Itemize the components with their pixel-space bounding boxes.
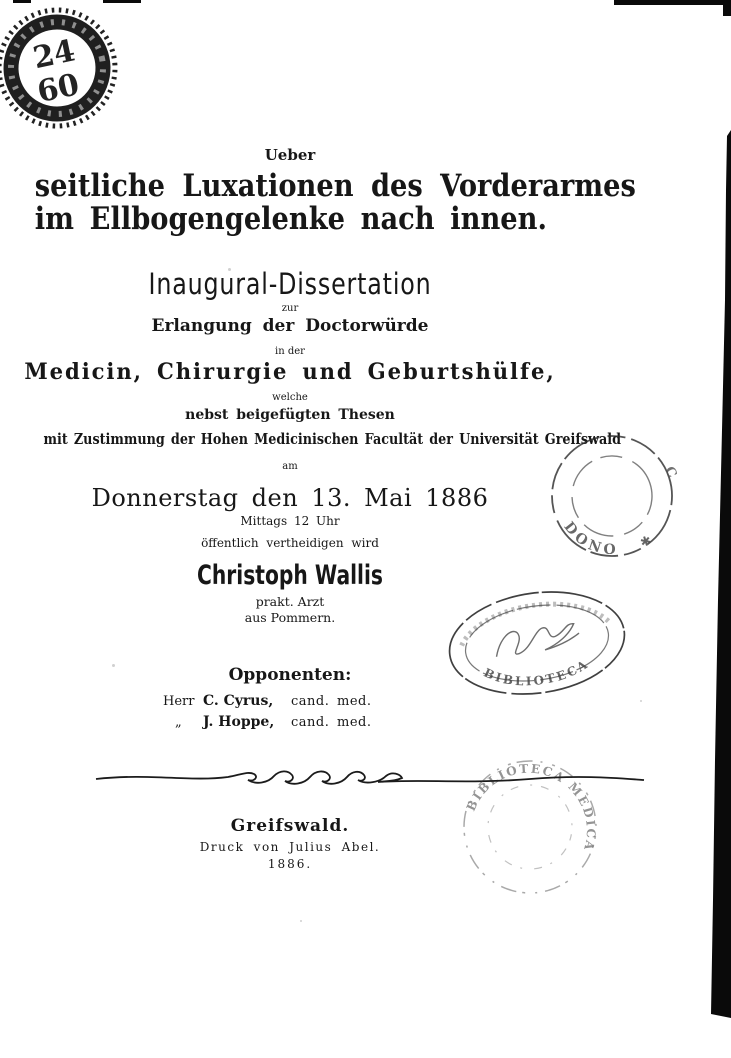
- title-line-2: im Ellbogengelenke nach innen.: [34, 201, 547, 237]
- opponent-name: C. Cyrus,: [203, 693, 274, 709]
- dono-right-letter: C: [661, 464, 680, 481]
- scan-speck: [640, 700, 642, 702]
- opponent-row: [163, 714, 371, 730]
- word-in-der: in der: [275, 346, 305, 357]
- scan-mark-top-right: [614, 0, 731, 5]
- purpose-line: Erlangung der Doctorwürde: [151, 316, 429, 336]
- opponent-degree: cand. med.: [291, 715, 372, 730]
- candidate-profession: prakt. Arzt: [255, 594, 325, 609]
- svg-text:BIBLIOTECA MEDICA: [461, 752, 612, 854]
- candidate-name: Christoph Wallis: [197, 560, 383, 591]
- word-welche: welche: [272, 392, 308, 403]
- opponent-prefix: Herr: [163, 694, 195, 709]
- defense-time: Mittags 12 Uhr: [240, 514, 340, 528]
- opponent-name: J. Hoppe,: [203, 714, 275, 730]
- shelfmark-number-top: 24: [30, 33, 79, 77]
- opponents-heading: Opponenten:: [228, 665, 352, 685]
- title-line-1: seitliche Luxationen des Vorderarmes: [34, 168, 636, 204]
- defend-line: öffentlich vertheidigen wird: [201, 536, 379, 550]
- word-am: am: [282, 461, 298, 472]
- approval-line: mit Zustimmung der Hohen Medicinischen Facultät der Universität Greifswald: [43, 430, 622, 448]
- shelfmark-stamp: [0, 2, 134, 137]
- opponent-prefix: „: [175, 715, 182, 730]
- stamp-center-scribble: [493, 622, 580, 657]
- thesen-line: nebst beigefügten Thesen: [185, 407, 395, 423]
- imprint-year: 1886.: [267, 857, 313, 871]
- faculty-line: Medicin, Chirurgie und Geburtshülfe,: [24, 359, 556, 385]
- scan-shadow-right: [691, 0, 731, 1058]
- kicker: Ueber: [264, 146, 316, 164]
- candidate-origin: aus Pommern.: [244, 610, 336, 625]
- opponent-degree: cand. med.: [291, 694, 372, 709]
- dono-stamp: [540, 432, 690, 562]
- dissertation-type: Inaugural-Dissertation: [148, 267, 432, 301]
- scan-speck: [300, 920, 302, 922]
- svg-text:DONO: [559, 507, 625, 562]
- biblioteca-oval-stamp: [440, 585, 635, 703]
- opponent-row: [163, 693, 371, 709]
- biblioteca-oval-text: BIBLIOTECA: [481, 656, 592, 689]
- dono-arc-text: DONO: [560, 519, 620, 559]
- imprint-printer: Druck von Julius Abel.: [199, 840, 381, 854]
- scan-mark-corner: [723, 0, 731, 16]
- defense-date: Donnerstag den 13. Mai 1886: [91, 484, 489, 512]
- biblioteca-round-text: BIBLIOTECA MEDICA: [463, 761, 599, 854]
- shelfmark-number-bottom: 60: [34, 67, 83, 111]
- imprint-city: Greifswald.: [230, 816, 350, 836]
- dono-star-mark: ✱: [638, 533, 654, 552]
- word-zur: zur: [281, 303, 299, 314]
